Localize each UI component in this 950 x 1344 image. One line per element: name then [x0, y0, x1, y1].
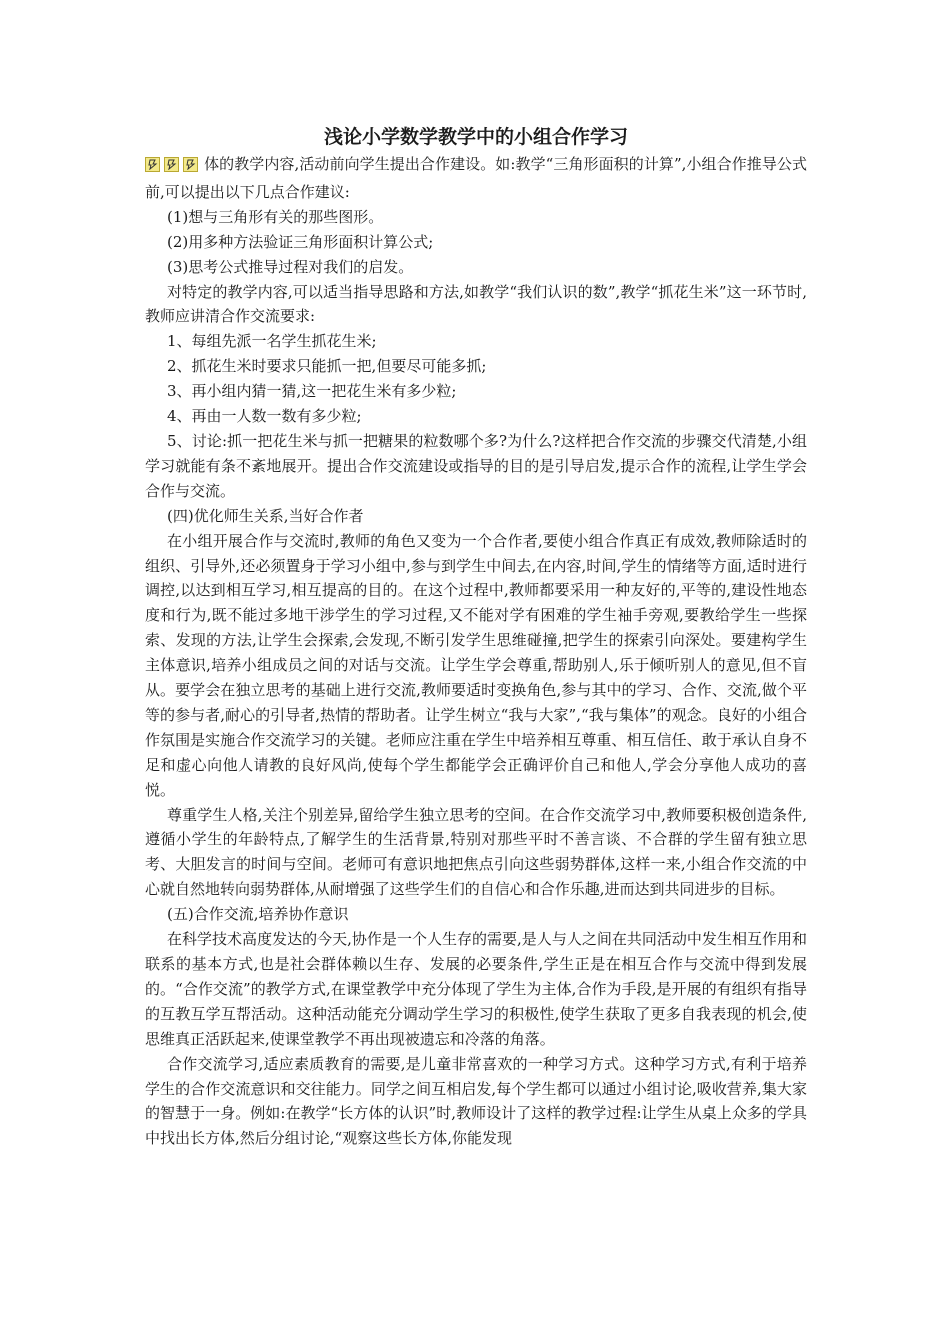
paragraph [145, 152, 807, 205]
document-body [145, 152, 807, 1151]
paragraph-text: (五)合作交流,培养协作意识 [167, 905, 349, 924]
paragraph-text: 在科学技术高度发达的今天,协作是一个人生存的需要,是人与人之间在共同活动中发生相互作用和联系的基本方式,也是社会群体赖以生存、发展的必要条件,学生正是在相互合作与交流中得到发展的。“合作交流”的教学方式,在课堂教学中充分体现了学生为主体,合作为手段,是开展的有组织有指导的互教互学互帮活动。这种活动能充分调动学生学习的积极性,使学生获取了更多自我表现的机会,使思维真正活跃起来,使课堂教学不再出现被遗忘和冷落的角落。 [145, 930, 807, 1048]
paragraph [145, 230, 807, 255]
paragraph [145, 404, 807, 429]
paragraph [145, 803, 807, 903]
paragraph-text: 合作交流学习,适应素质教育的需要,是儿童非常喜欢的一种学习方式。这种学习方式,有利于培养学生的合作交流意识和交往能力。同学之间互相启发,每个学生都可以通过小组讨论,吸收营养,集大家的智慧于一身。例如:在教学“长方体的认识”时,教师设计了这样的教学过程:让学生从桌上众多的学具中找出长方体,然后分组讨论,“观察这些长方体,你能发现 [145, 1054, 807, 1148]
paragraph [145, 205, 807, 230]
paragraph-text: (1)想与三角形有关的那些图形。 [167, 207, 384, 226]
paragraph-text: 在小组开展合作与交流时,教师的角色又变为一个合作者,要使小组合作真正有成效,教师除适时的组织、引导外,还必须置身于学习小组中,参与到学生中间去,在内容,时间,学生的情绪等方面,适时进行调控,以达到相互学习,相互提高的目的。在这个过程中,教师都要采用一种友好的,平等的,建设性地态度和行为,既不能过多地干涉学生的学习过程,又不能对学有困难的学生袖手旁观,要教给学生一些探索、发现的方法,让学生会探索,会发现,不断引发学生思维碰撞,把学生的探索引向深处。要建构学生主体意识,培养小组成员之间的对话与交流。让学生学会尊重,帮助别人,乐于倾听别人的意见,但不盲从。要学会在独立思考的基础上进行交流,教师要适时变换角色,参与其中的学习、合作、交流,做个平等的参与者,耐心的引导者,热情的帮助者。让学生树立“我与大家”,“我与集体”的观念。良好的小组合作氛围是实施合作交流学习的关键。老师应注重在学生中培养相互尊重、相互信任、敢于承认自身不足和虚心向他人请教的良好风尚,使每个学生都能学会正确评价自己和他人,学会分享他人成功的喜悦。 [145, 531, 807, 799]
paragraph-text: (2)用多种方法验证三角形面积计算公式; [167, 232, 434, 251]
paragraph [145, 1052, 807, 1152]
paragraph-text: 1、每组先派一名学生抓花生米; [167, 332, 377, 351]
paragraph [145, 379, 807, 404]
document-page [145, 122, 807, 1151]
paragraph-text: 4、再由一人数一数有多少粒; [167, 407, 362, 426]
paragraph-text: 尊重学生人格,关注个别差异,留给学生独立思考的空间。在合作交流学习中,教师要积极创造条件,遵循小学生的年龄特点,了解学生的生活背景,特别对那些平时不善言谈、不合群的学生留有独立思考、大胆发言的时间与空间。老师可有意识地把焦点引向这些弱势群体,这样一来,小组合作交流的中心就自然地转向弱势群体,从耐增强了这些学生们的自信心和合作乐趣,进而达到共同进步的目标。 [145, 805, 807, 899]
broken-image-icon [183, 157, 198, 172]
paragraph [145, 329, 807, 354]
paragraph [145, 504, 807, 529]
broken-image-icon [164, 157, 179, 172]
paragraph [145, 255, 807, 280]
paragraph-text: (3)思考公式推导过程对我们的启发。 [167, 257, 414, 276]
paragraph [145, 354, 807, 379]
broken-image-icons [145, 155, 202, 180]
paragraph-text: 体的教学内容,活动前向学生提出合作建设。如:教学“三角形面积的计算”,小组合作推导公式前,可以提出以下几点合作建议: [145, 155, 807, 201]
paragraph [145, 429, 807, 504]
paragraph [145, 927, 807, 1052]
paragraph-text: 对特定的教学内容,可以适当指导思路和方法,如教学“我们认识的数”,教学“抓花生米”这一环节时,教师应讲清合作交流要求: [145, 282, 807, 326]
document-title: 浅论小学数学教学中的小组合作学习 [323, 126, 628, 148]
broken-image-icon [145, 157, 160, 172]
paragraph-text: (四)优化师生关系,当好合作者 [167, 506, 364, 525]
paragraph [145, 902, 807, 927]
paragraph-text: 3、再小组内猜一猜,这一把花生米有多少粒; [167, 382, 457, 401]
paragraph [145, 280, 807, 330]
paragraph [145, 529, 807, 803]
paragraph-text: 5、讨论:抓一把花生米与抓一把糖果的粒数哪个多?为什么?这样把合作交流的步骤交代清楚,小组学习就能有条不紊地展开。提出合作交流建设或指导的目的是引导启发,提示合作的流程,让学生学会合作与交流。 [145, 431, 807, 500]
paragraph-text: 2、抓花生米时要求只能抓一把,但要尽可能多抓; [167, 357, 487, 376]
